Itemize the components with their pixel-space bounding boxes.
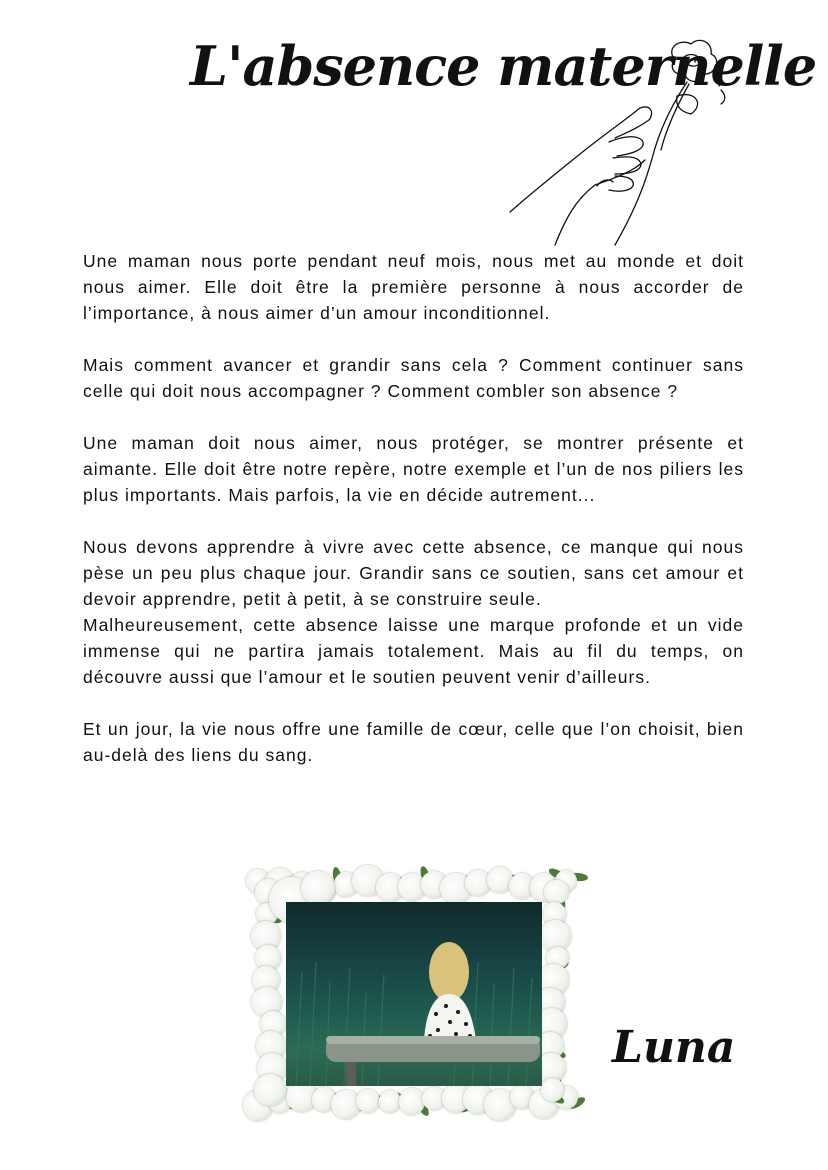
paragraph: Une maman doit nous aimer, nous protéger, se montrer présente et aimante. Elle doit être notre repère, notre exemple et l’un de nos piliers les plus importants. Mais parfois, la vie en décide autrement... <box>83 433 744 505</box>
article-body <box>83 248 744 794</box>
blossom <box>254 1074 286 1106</box>
blossom <box>541 1078 565 1102</box>
blossom <box>301 871 335 905</box>
paragraph: Une maman nous porte pendant neuf mois, nous met au monde et doit nous aimer. Elle doit être la première personne à nous accorder de l’importance, à nous aimer d’un amour inconditionnel. <box>83 251 744 323</box>
paragraph: Mais comment avancer et grandir sans cela ? Comment continuer sans celle qui doit nous accompagner ? Comment combler son absence ? <box>83 355 744 401</box>
paragraph: Malheureusement, cette absence laisse une marque profonde et un vide immense qui ne partira jamais totalement. Mais au fil du temps, on découvre aussi que l’amour et le soutien peuvent venir d’ailleurs. <box>83 615 744 687</box>
hand-holding-flower-icon <box>505 30 740 250</box>
page-title: L'absence maternelle <box>190 34 817 98</box>
girl-on-bench-photo <box>286 902 542 1086</box>
author-signature: Luna <box>612 1022 736 1073</box>
paragraph: Et un jour, la vie nous offre une famille de cœur, celle que l’on choisit, bien au-delà des liens du sang. <box>83 719 744 765</box>
blossom <box>356 1089 380 1113</box>
blossom <box>544 880 569 905</box>
paragraph: Nous devons apprendre à vivre avec cette absence, ce manque qui nous pèse un peu plus chaque jour. Grandir sans ce soutien, sans cet amour et devoir apprendre, petit à petit, à se construire seule. <box>83 537 744 609</box>
